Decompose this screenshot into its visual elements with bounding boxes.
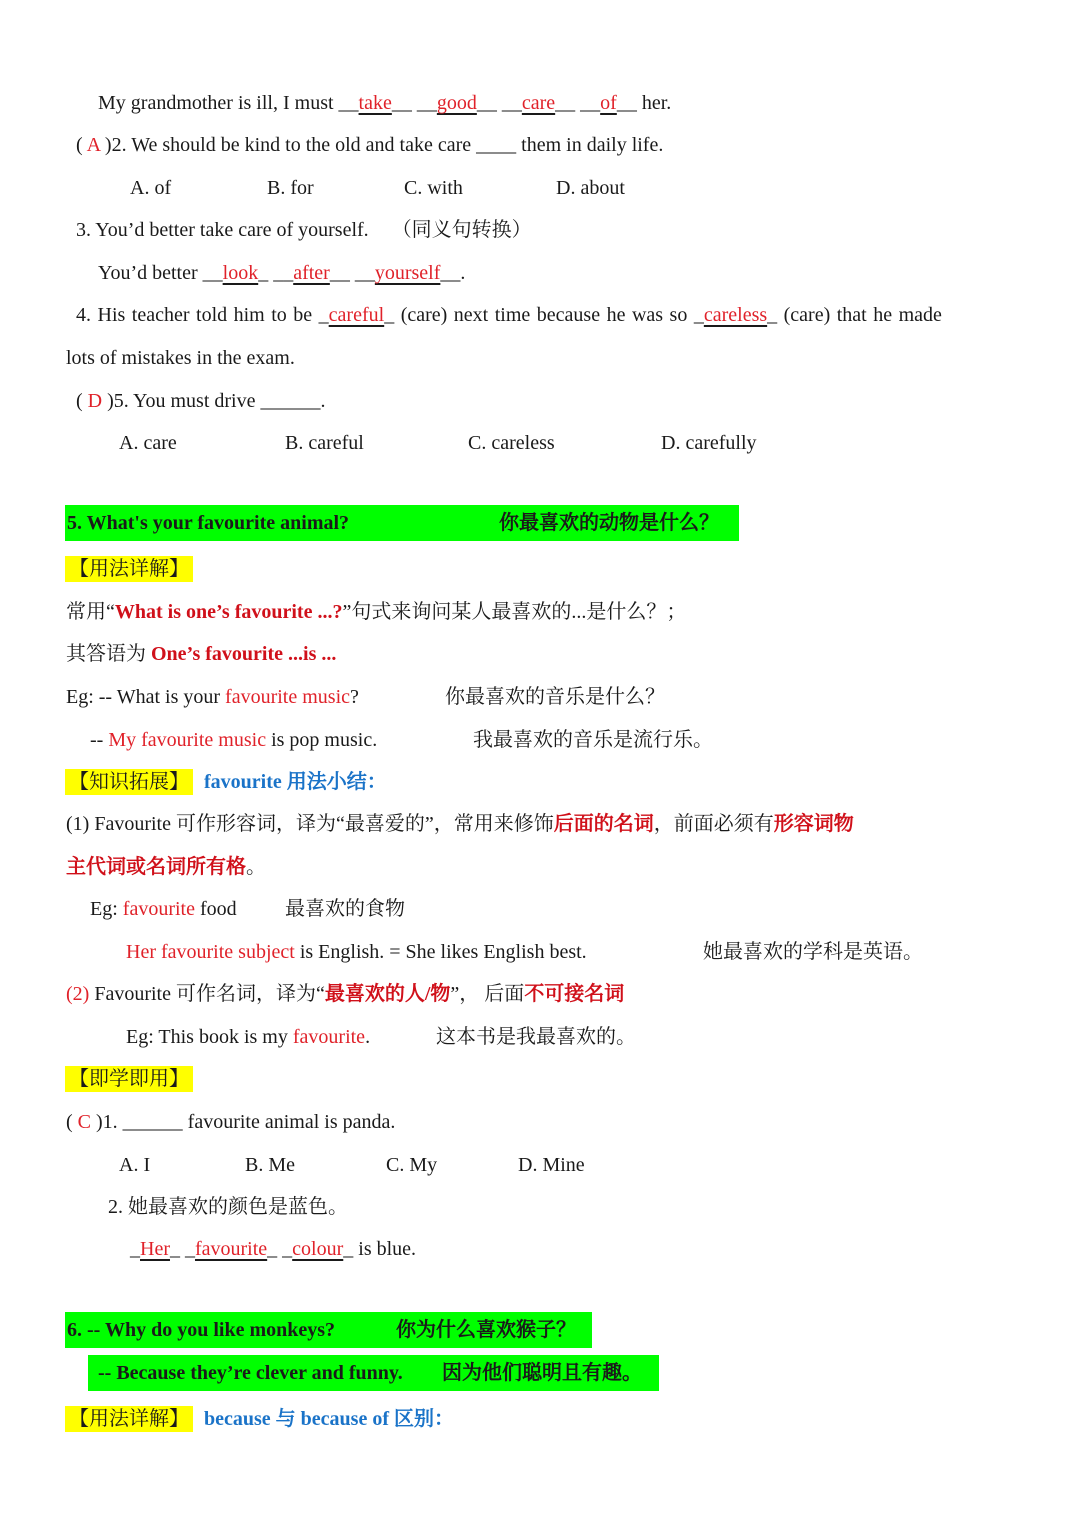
section-5-example-4: Her favourite subject is English. = She likes English best. [126,941,587,963]
q2-option-c: C. with [404,177,463,199]
q4-blank-1: careful [328,304,385,326]
q5-stem: ( D )5. You must drive ______. [76,390,326,412]
section-5-heading [65,505,739,541]
section-5-example-2-cn: 我最喜欢的音乐是流行乐。 [473,729,713,751]
practice-q1-option-d: D. Mine [518,1154,585,1176]
practice-q1-option-b: B. Me [245,1154,295,1176]
q3-answer-line: You’d better __look_ __after__ __yourself__. [98,262,466,284]
section-5-point-1-cont: 主代词或名词所有格。 [66,856,266,878]
q5-option-d: D. carefully [661,432,757,454]
section-5-point-2: (2) Favourite 可作名词，译为“最喜欢的人/物”， 后面不可接名词 [66,983,625,1005]
section-6-heading-1 [65,1312,592,1348]
q3-blank-3: yourself [374,262,441,284]
practice-q2-blank-3: colour [292,1238,344,1260]
practice-q1-stem: ( C )1. ______ favourite animal is panda. [66,1111,396,1133]
q4-blank-2: careless [703,304,768,326]
q1-blank-2: good [436,92,477,114]
section-5-example-3: Eg: favourite food [90,898,237,920]
q5-answer: D [87,390,103,412]
q1-blank-3: care [521,92,556,114]
q5-option-b: B. careful [285,432,364,454]
practice-q2-answer-line: _Her_ _favourite_ _colour_ is blue. [130,1238,417,1260]
section-5-example-4-cn: 她最喜欢的学科是英语。 [703,941,923,963]
section-5-usage-tag: 【用法详解】 [65,555,193,583]
section-5-extension-row [65,768,387,796]
section-6-usage-tag: 【用法详解】 [65,1406,193,1432]
practice-q1-option-c: C. My [386,1154,438,1176]
section-5-title-cn: 你最喜欢的动物是什么？ [499,512,719,534]
q5-option-a: A. care [119,432,177,454]
section-5-usage-line-2: 其答语为 One’s favourite ...is ... [66,643,337,665]
q2-answer: A [86,134,100,156]
q3-blank-2: after [293,262,330,284]
section-5-example-1: Eg: -- What is your favourite music? [66,686,359,708]
section-6-heading-2 [88,1355,659,1391]
section-5-example-5-cn: 这本书是我最喜欢的。 [436,1026,636,1048]
q2-option-d: D. about [556,177,625,199]
section-6-usage-row [65,1405,454,1433]
practice-q2-blank-2: favourite [194,1238,268,1260]
section-6-answer-en: -- Because they’re clever and funny. [98,1362,403,1384]
q1-blank-4: of [600,92,617,114]
q4-line-2: lots of mistakes in the exam. [66,347,295,369]
q3-blank-1: look [222,262,259,284]
section-5-usage-line-1: 常用“What is one’s favourite ...?”句式来询问某人最喜欢的...是什么？； [66,601,687,623]
q2-option-a: A. of [130,177,172,199]
q5-option-c: C. careless [468,432,555,454]
q3-stem: 3. You’d better take care of yourself. （同义句转换） [76,219,532,241]
section-5-practice-tag: 【即学即用】 [65,1065,193,1093]
practice-q1-answer: C [77,1111,92,1133]
practice-q1-option-a: A. I [119,1154,151,1176]
section-5-point-1: (1) Favourite 可作形容词，译为“最喜爱的”，常用来修饰后面的名词，前面必须有形容词物 [66,813,854,835]
q4-line-1: 4. His teacher told him to be _careful_ (care) next time because he was so _careless_ (care) that he made [76,304,942,326]
q1-sentence: My grandmother is ill, I must __take__ __good__ __care__ __of__ her. [98,92,672,114]
practice-q2-stem: 2. 她最喜欢的颜色是蓝色。 [108,1196,348,1218]
q1-blank-1: take [358,92,392,114]
section-6-usage-title: because 与 because of 区别： [204,1408,454,1430]
section-5-title-en: 5. What's your favourite animal? [67,512,350,534]
section-5-example-5: Eg: This book is my favourite. [126,1026,371,1048]
section-6-question-cn: 你为什么喜欢猴子？ [396,1319,576,1341]
q2-stem: ( A )2. We should be kind to the old and take care ____ them in daily life. [76,134,664,156]
section-6-question-en: 6. -- Why do you like monkeys? [67,1319,336,1341]
q3-note: （同义句转换） [391,219,532,241]
section-5-example-3-cn: 最喜欢的食物 [285,898,405,920]
section-5-example-1-cn: 你最喜欢的音乐是什么？ [445,686,665,708]
section-6-answer-cn: 因为他们聪明且有趣。 [442,1362,642,1384]
q2-option-b: B. for [267,177,314,199]
section-5-example-2: -- My favourite music is pop music. [90,729,378,751]
section-5-extension-title: favourite 用法小结： [204,771,387,793]
practice-q2-blank-1: Her [140,1238,170,1260]
section-5-extension-tag: 【知识拓展】 [65,769,193,795]
